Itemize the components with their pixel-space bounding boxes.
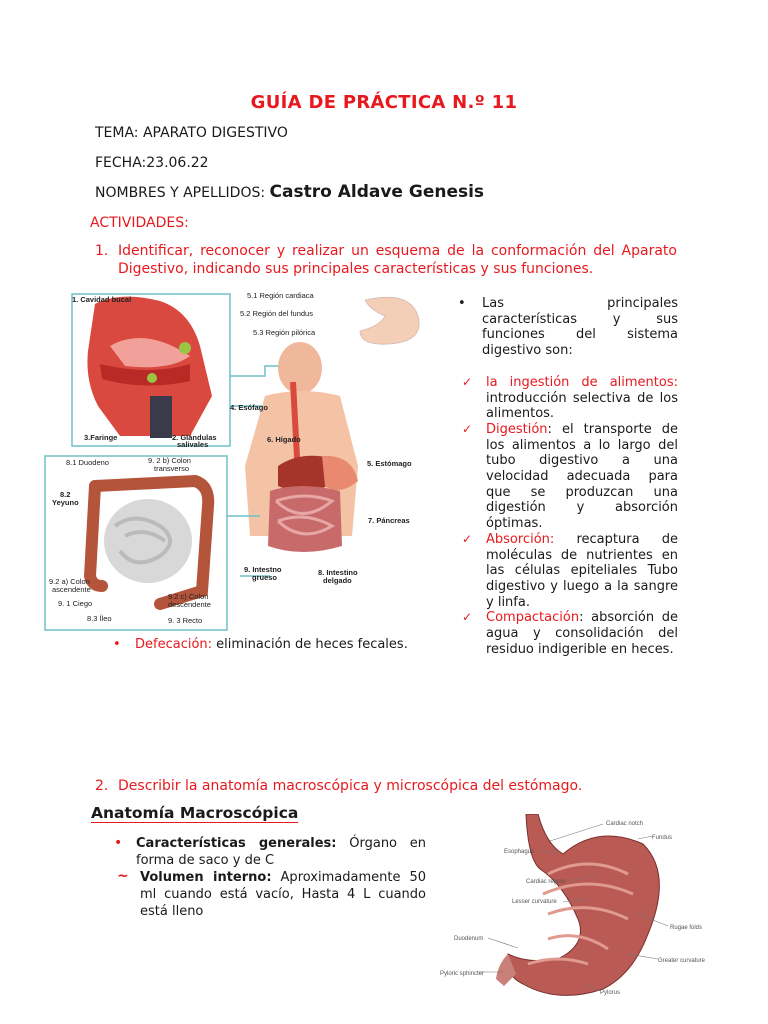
label-estomago: 5. Estómago <box>367 459 412 468</box>
label-rugae: Rugae folds <box>670 925 703 931</box>
anatomia-item-2 <box>140 869 426 920</box>
bullet-dot-icon: • <box>113 637 121 652</box>
anatomia-heading: Anatomía Macroscópica <box>91 804 299 822</box>
caracteristicas-intro-text: Las principales características y sus funciones del sistema digestivo son: <box>482 296 678 359</box>
label-glandulas: 2. Glándulas <box>172 433 217 442</box>
label-colon-transverso-2: transverso <box>154 464 190 473</box>
item-term: la ingestión de alimentos: <box>486 374 678 390</box>
page-title: GUÍA DE PRÁCTICA N.º 11 <box>250 92 518 113</box>
item-term: Digestión <box>486 421 548 437</box>
item-desc: : el transporte de los alimentos a lo largo del tubo digestivo a una velocidad adecuada para que se produzcan una digestión y absorción óptimas. <box>486 421 678 532</box>
label-colon-descendente-2: descendente <box>168 600 211 609</box>
label-esofago: 4. Esófago <box>230 403 268 412</box>
bullet-dot-icon: • <box>114 835 123 851</box>
label-recto: 9. 3 Recto <box>168 616 203 625</box>
defecacion-term: Defecación: <box>135 637 213 652</box>
item-term: Absorción: <box>486 531 555 547</box>
actividades-heading: ACTIVIDADES: <box>90 215 189 231</box>
label-intestino-delgado-1: 8. Intestino <box>318 568 358 577</box>
label-pylorus: Pylorus <box>600 990 621 996</box>
fecha-line: FECHA:23.06.22 <box>95 155 209 171</box>
label-duodeno: 8.1 Duodeno <box>66 458 109 467</box>
checkmark-icon: ✓ <box>462 531 473 546</box>
label-esophagus: Esophagus <box>504 849 535 855</box>
label-intestino-grueso-1: 9. Intestno <box>244 565 282 574</box>
activity-1-number: 1. <box>95 243 109 259</box>
label-duodenum: Duodenum <box>454 936 484 942</box>
nombres-line <box>95 182 484 202</box>
label-region-cardiaca: 5.1 Región cardiaca <box>247 291 314 300</box>
label-intestino-delgado-2: delgado <box>323 576 352 585</box>
anatomia-item-1 <box>136 835 426 869</box>
label-colon-ascendente-2: ascendente <box>52 585 91 594</box>
label-pyloric-sphincter: Pyloric sphincter <box>440 971 485 977</box>
activity-1-text: Identificar, reconocer y realizar un esquema de la conformación del Aparato Digestivo, indicando sus principales características y sus funciones. <box>118 243 677 277</box>
checkmark-icon: ✓ <box>462 610 473 625</box>
label-region-pilorica: 5.3 Región pilórica <box>253 328 316 337</box>
stomach-anatomy-diagram <box>438 814 718 1004</box>
digestive-system-diagram <box>40 286 440 636</box>
defecacion-item <box>113 637 513 653</box>
defecacion-desc: eliminación de heces fecales. <box>212 637 408 652</box>
list-item <box>458 532 678 611</box>
activity-2 <box>95 777 677 795</box>
label-higado: 6. Hígado <box>267 435 301 444</box>
nombres-label: NOMBRES Y APELLIDOS: <box>95 185 270 201</box>
label-region-fundus: 5.2 Región del fundus <box>240 309 313 318</box>
label-faringe: 3.Faringe <box>84 433 118 442</box>
student-name: Castro Aldave Genesis <box>269 182 485 202</box>
tema-line: TEMA: APARATO DIGESTIVO <box>95 125 288 141</box>
label-cardiac-region: Cardiac region <box>526 879 566 885</box>
activity-2-text: Describir la anatomía macroscópica y microscópica del estómago. <box>118 778 583 794</box>
caracteristicas-intro <box>458 296 678 359</box>
item-desc: : absorción de agua y consolidación del residuo indigerible en heces. <box>486 610 678 657</box>
bullet-dot-icon: • <box>458 296 466 311</box>
anatomia-item-2-term: Volumen interno: <box>140 870 272 885</box>
item-desc: introducción selectiva de los alimentos. <box>486 390 678 422</box>
label-greater-curvature: Greater curvature <box>658 958 706 964</box>
checkmark-icon: ✓ <box>462 421 473 436</box>
label-colon-transverso-1: 9. 2 b) Colon <box>148 456 191 465</box>
caracteristicas-list <box>458 375 678 658</box>
activity-1 <box>95 242 677 278</box>
label-fundus: Fundus <box>652 835 673 841</box>
label-salivales: salivales <box>177 440 209 449</box>
activity-2-number: 2. <box>95 778 109 794</box>
item-term: Compactación <box>486 610 580 626</box>
label-yeyuno-2: Yeyuno <box>52 498 79 507</box>
label-colon-descendente-1: 9.2 c) Colon <box>168 592 209 601</box>
tilde-bullet-icon: ~ <box>117 868 129 884</box>
label-colon-ascendente-1: 9.2 a) Colon <box>49 577 90 586</box>
label-cavidad-bucal: 1. Cavidad bucal <box>72 295 132 304</box>
label-pancreas: 7. Páncreas <box>368 516 410 525</box>
label-ciego: 9. 1 Ciego <box>58 599 93 608</box>
label-intestino-grueso-2: grueso <box>252 573 278 582</box>
anatomia-item-1-term: Características generales: <box>136 836 337 851</box>
list-item <box>458 375 678 422</box>
caracteristicas-column <box>458 296 678 657</box>
item-desc: recaptura de moléculas de nutrientes en las células epiteliales Tubo digestivo y luego a la sangre y linfa. <box>486 531 678 610</box>
checkmark-icon: ✓ <box>462 374 473 389</box>
list-item <box>458 422 678 532</box>
label-ileo: 8.3 Íleo <box>87 614 112 623</box>
anatomia-item-1-desc: Órgano en forma de saco y de C <box>136 836 427 868</box>
label-lesser-curvature: Lesser curvature <box>512 899 557 905</box>
label-cardiac-notch: Cardiac notch <box>606 821 644 827</box>
label-yeyuno-1: 8.2 <box>60 490 71 499</box>
anatomia-item-2-desc: Aproximadamente 50 ml cuando está vacío, Hasta 4 L cuando está lleno <box>140 870 426 919</box>
